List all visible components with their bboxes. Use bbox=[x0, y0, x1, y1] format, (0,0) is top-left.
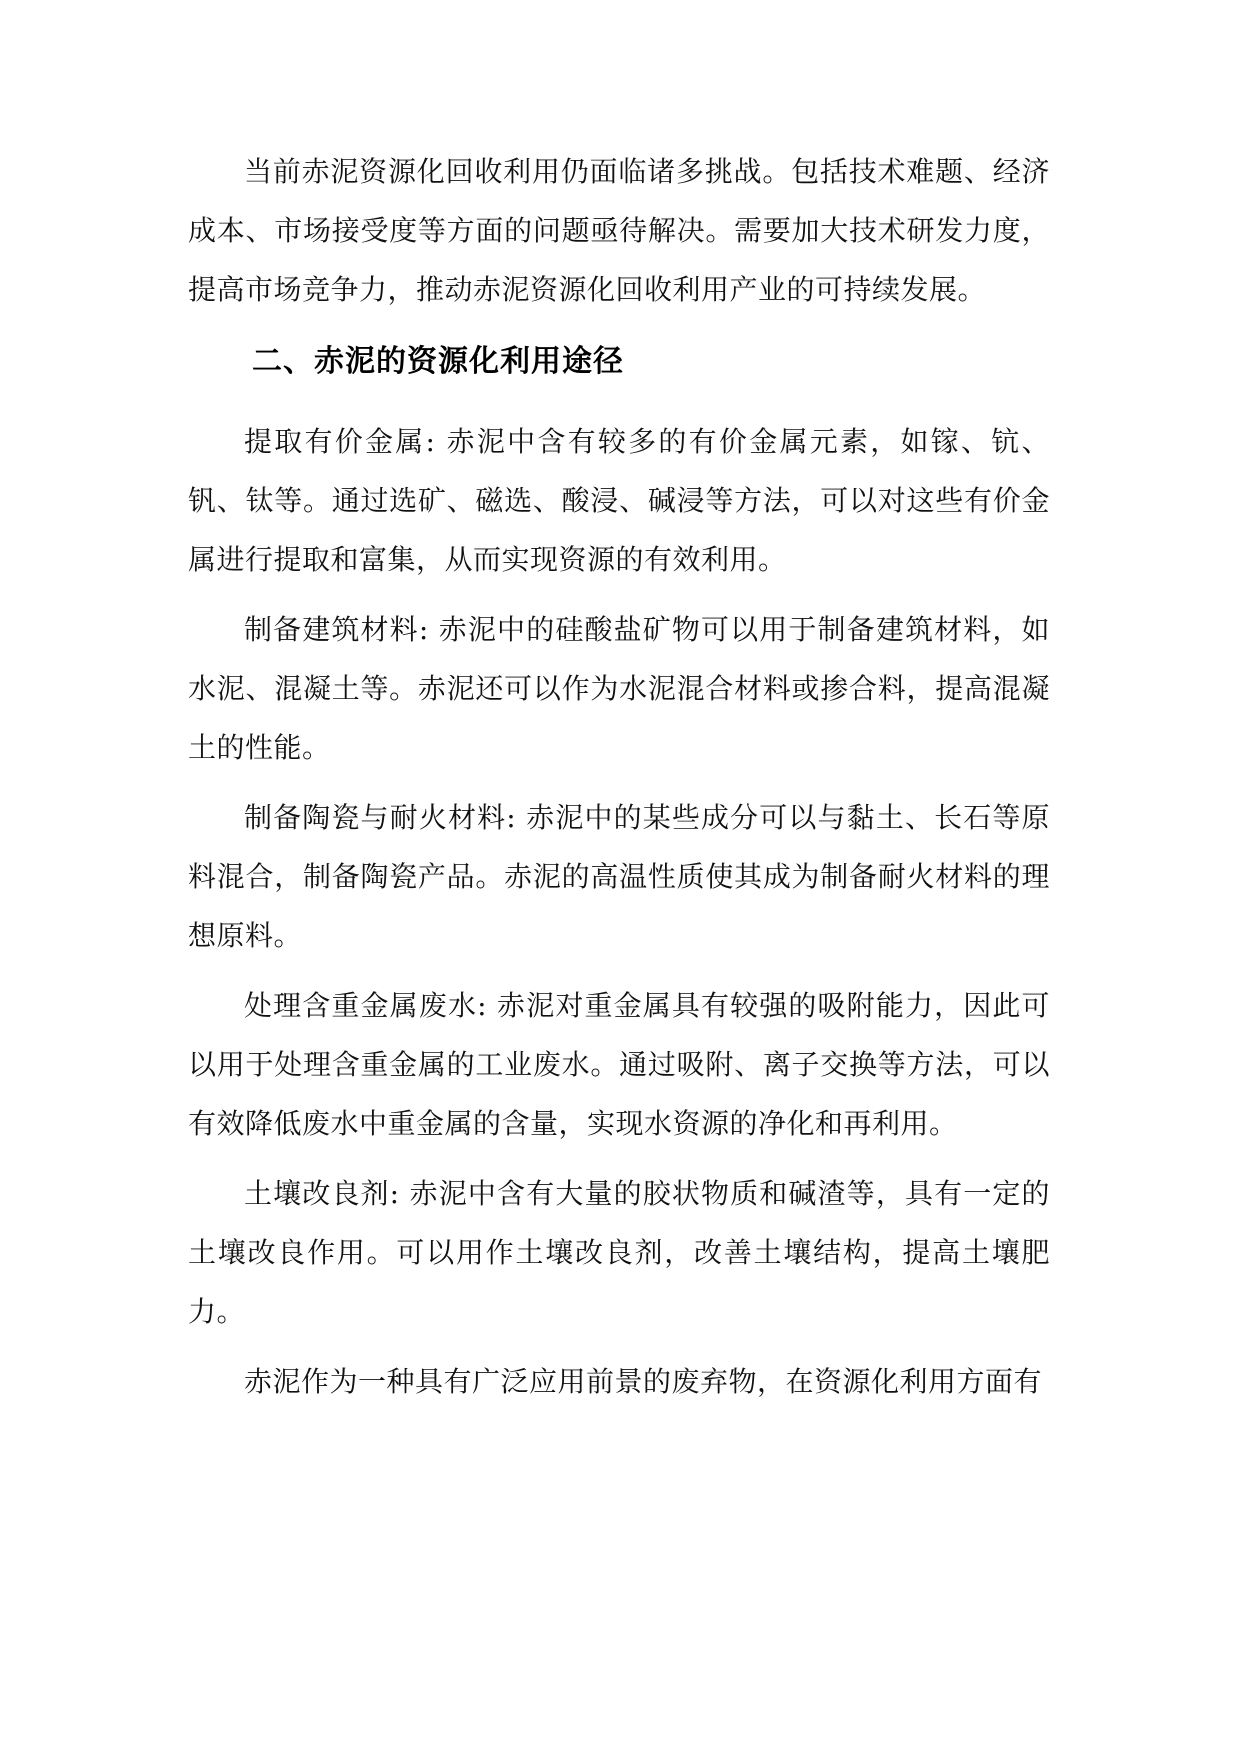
paragraph-conclusion: 赤泥作为一种具有广泛应用前景的废弃物，在资源化利用方面有 bbox=[244, 1365, 1043, 1398]
paragraph-heavy-metal-wastewater: 处理含重金属废水: 赤泥对重金属具有较强的吸附能力，因此可以用于处理含重金属的工业废水。通过吸附、离子交换等方法，可以有效降低废水中重金属的含量，实现水资源的净化和再利用。 bbox=[188, 989, 1050, 1140]
intro-paragraph: 当前赤泥资源化回收利用仍面临诸多挑战。包括技术难题、经济成本、市场接受度等方面的问题亟待解决。需要加大技术研发力度，提高市场竞争力，推动赤泥资源化回收利用产业的可持续发展。 bbox=[188, 155, 1050, 306]
paragraph-extract-metals: 提取有价金属: 赤泥中含有较多的有价金属元素，如镓、钪、钒、钛等。通过选矿、磁选、酸浸、碱浸等方法，可以对这些有价金属进行提取和富集，从而实现资源的有效利用。 bbox=[188, 425, 1050, 576]
document-body bbox=[188, 142, 1050, 1422]
paragraph-ceramics-refractory: 制备陶瓷与耐火材料: 赤泥中的某些成分可以与黏土、长石等原料混合，制备陶瓷产品。赤泥的高温性质使其成为制备耐火材料的理想原料。 bbox=[188, 801, 1050, 952]
paragraph-soil-amendment: 土壤改良剂: 赤泥中含有大量的胶状物质和碱渣等，具有一定的土壤改良作用。可以用作土壤改良剂，改善土壤结构，提高土壤肥力。 bbox=[188, 1177, 1050, 1328]
section-heading: 二、赤泥的资源化利用途径 bbox=[252, 344, 624, 379]
paragraph-building-materials: 制备建筑材料: 赤泥中的硅酸盐矿物可以用于制备建筑材料，如水泥、混凝土等。赤泥还可以作为水泥混合材料或掺合料，提高混凝土的性能。 bbox=[188, 613, 1050, 764]
